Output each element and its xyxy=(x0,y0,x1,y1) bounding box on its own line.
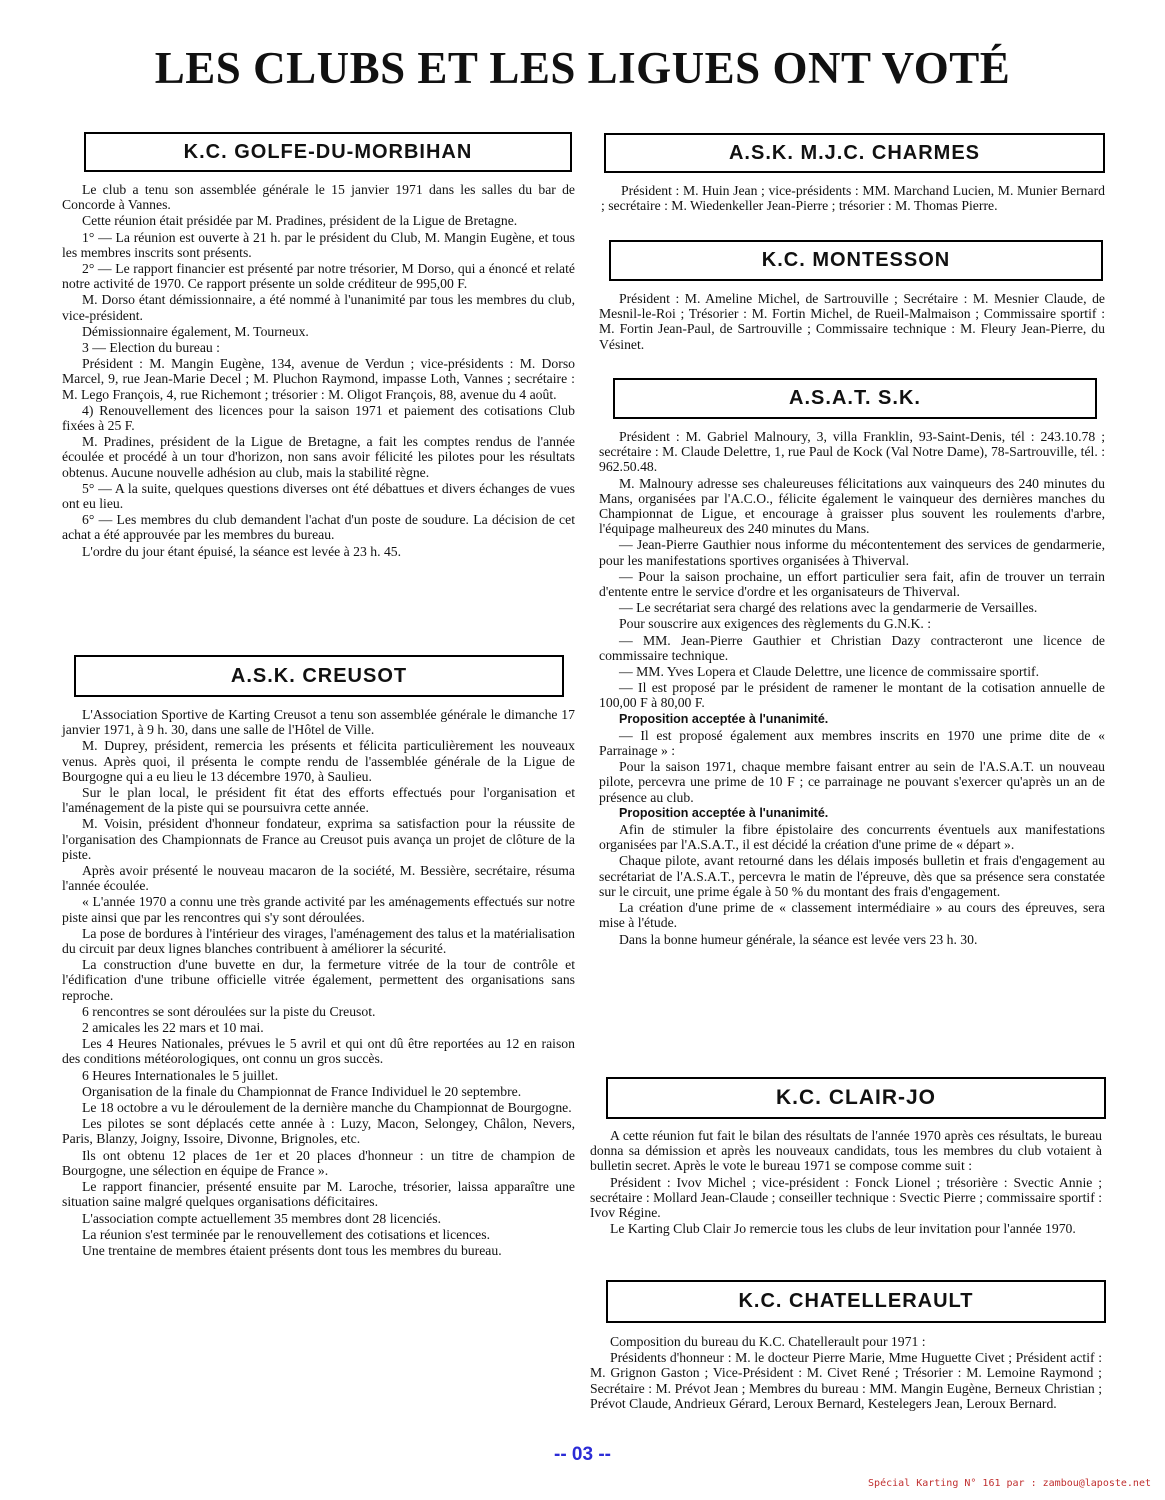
article-ask-creusot xyxy=(62,707,575,1259)
paragraph: Cette réunion était présidée par M. Pradines, président de la Ligue de Bretagne. xyxy=(82,213,518,229)
paragraph: Le club a tenu son assemblée générale le 15 janvier 1971 dans les salles du bar de Concorde à Vannes. xyxy=(62,182,575,213)
paragraph: — MM. Jean-Pierre Gauthier et Christian Dazy contracteront une licence de commissaire technique. xyxy=(599,632,1105,663)
article-ask-mjc-charmes xyxy=(601,183,1105,214)
paragraph: 6 Heures Internationales le 5 juillet. xyxy=(82,1067,279,1083)
paragraph: 6° — Les membres du club demandent l'achat d'un poste de soudure. La décision de cet achat a été approuvée par les membres du bureau. xyxy=(62,512,575,543)
paragraph: M. Pradines, président de la Ligue de Bretagne, a fait les comptes rendus de l'année écoulée et procédé à un tour d'horizon, non sans avoir félicité les pilotes pour les résultats obtenus. Aucune nouvelle adhésion au club, mais la stabilité règne. xyxy=(62,434,575,480)
paragraph: Les 4 Heures Nationales, prévues le 5 avril et qui ont dû être reportées au 12 en raison des conditions météorologiques, ont connu un gros succès. xyxy=(62,1036,575,1067)
heading-ask-mjc-charmes: A.S.K. M.J.C. CHARMES xyxy=(604,133,1105,173)
paragraph: Le rapport financier, présenté ensuite par M. Laroche, trésorier, laissa apparaître une situation saine malgré quelques organisations déficitaires. xyxy=(62,1179,575,1210)
paragraph: — MM. Yves Lopera et Claude Delettre, une licence de commissaire sportif. xyxy=(619,664,1040,680)
paragraph-bold: Proposition acceptée à l'unanimité. xyxy=(619,805,829,820)
paragraph: « L'année 1970 a connu une très grande activité par les aménagements effectués sur notre piste ainsi que par les rencontres qui s'y sont déroulées. xyxy=(62,894,575,925)
paragraph: — Il est proposé également aux membres inscrits en 1970 une prime dite de « Parrainage » : xyxy=(599,727,1105,759)
paragraph: Les pilotes se sont déplacés cette année à : Luzy, Macon, Selongey, Châlon, Nevers, Paris, Blanzy, Joigny, Issoire, Divonne, Brignoles, etc. xyxy=(62,1116,575,1147)
paragraph: Le 18 octobre a vu le déroulement de la dernière manche du Championnat de Bourgogne. xyxy=(82,1100,572,1116)
heading-kc-clair-jo: K.C. CLAIR-JO xyxy=(606,1077,1106,1119)
paragraph: — Le secrétariat sera chargé des relations avec la gendarmerie de Versailles. xyxy=(619,600,1038,616)
paragraph: 5° — A la suite, quelques questions diverses ont été débattues et divers échanges de vues ont eu lieu. xyxy=(62,480,575,512)
paragraph: Pour souscrire aux exigences des règlements du G.N.K. : xyxy=(619,616,932,632)
paragraph: La création d'une prime de « classement intermédiaire » au cours des épreuves, sera mise à l'étude. xyxy=(599,900,1105,931)
paragraph: Afin de stimuler la fibre épistolaire des concurrents éventuels aux manifestations organisées par l'A.S.A.T., il est décidé la création d'une prime de « départ ». xyxy=(599,822,1105,853)
paragraph: L'ordre du jour étant épuisé, la séance est levée à 23 h. 45. xyxy=(82,543,402,559)
heading-kc-chatellerault: K.C. CHATELLERAULT xyxy=(606,1280,1106,1323)
page-title: LES CLUBS ET LES LIGUES ONT VOTÉ xyxy=(154,43,1011,93)
paragraph: Président : Ivov Michel ; vice-président : Fonck Lionel ; trésorière : Svectic Annie ; secrétaire : Mollard Jean-Claude ; conseiller technique : Svectic Pierre ; commissaire sportif : Ivov Régine. xyxy=(590,1174,1102,1221)
paragraph: A cette réunion fut fait le bilan des résultats de l'année 1970 après ces résultats, le bureau donna sa démission et après les nouveaux candidats, tous les membres du club votaient à bulletin secret. Après le vote le bureau 1971 se compose comme suit : xyxy=(590,1128,1102,1174)
heading-asat-sk: A.S.A.T. S.K. xyxy=(613,378,1097,419)
paragraph: M. Malnoury adresse ses chaleureuses félicitations aux vainqueurs des 240 minutes du Mans, organisées par l'A.C.O., félicite également le vainqueur des dernières manches du Championnat de Ligue, et encourage à graisser plus souvent les roulements d'arbre, l'équipage malheureux des 240 minutes du Mans. xyxy=(599,475,1105,537)
paragraph: Le Karting Club Clair Jo remercie tous les clubs de leur invitation pour l'année 1970. xyxy=(610,1221,1076,1237)
paragraph: M. Duprey, président, remercia les présents et félicita particulièrement les nouveaux venus. Après quoi, il présenta le compte rendu de l'assemblée générale de la Ligue de Bourgogne qui a eu lieu le 13 décembre 1970, à Saulieu. xyxy=(62,738,575,784)
paragraph: Président : M. Gabriel Malnoury, 3, villa Franklin, 93-Saint-Denis, tél : 243.10.78 ; secrétaire : M. Claude Delettre, 1, rue Paul de Kock (Val Notre Dame), 78-Sartrouville, tél. : 962.50.48. xyxy=(599,429,1105,475)
paragraph: Sur le plan local, le président fit état des efforts effectués pour l'organisation et l'aménagement de la piste qui se poursuivra cette année. xyxy=(62,785,575,816)
paragraph: Président : M. Mangin Eugène, 134, avenue de Verdun ; vice-présidents : M. Dorso Marcel, 9, rue Jean-Marie Decel ; M. Pluchon Raymond, impasse Loth, Vannes ; secrétaire : M. Lego François, 4, rue Richemont ; trésorier : M. Oligot François, 88, avenue du 4 août. xyxy=(62,356,575,402)
article-golfe-du-morbihan xyxy=(62,182,575,560)
paragraph: L'association compte actuellement 35 membres dont 28 licenciés. xyxy=(82,1210,441,1226)
paragraph: — Jean-Pierre Gauthier nous informe du mécontentement des services de gendarmerie, pour les manifestations sportives organisées à Thiverval. xyxy=(599,537,1105,568)
paragraph: La construction d'une buvette en dur, la fermeture vitrée de la tour de contrôle et l'édification d'une tribune officielle vitrée également, permettent des organisations sans reproche. xyxy=(62,957,575,1003)
paragraph: Après avoir présenté le nouveau macaron de la société, M. Bessière, secrétaire, résuma l'année écoulée. xyxy=(62,863,575,894)
paragraph: — Pour la saison prochaine, un effort particulier sera fait, afin de trouver un terrain d'entente entre le service d'ordre et les organisateurs de Thiverval. xyxy=(599,568,1105,600)
paragraph: M. Voisin, président d'honneur fondateur, exprima sa satisfaction pour la réussite de l'organisation des Championnats de France au Creusot puis avança un projet de clôture de la piste. xyxy=(62,816,575,862)
paragraph: M. Dorso étant démissionnaire, a été nommé à l'unanimité par tous les membres du club, vice-président. xyxy=(62,292,575,323)
paragraph: Présidents d'honneur : M. le docteur Pierre Marie, Mme Huguette Civet ; Président actif : M. Grignon Gaston ; Vice-Président : M. Civet René ; Trésorier : M. Lemoine Raymond ; Secrétaire : M. Prévot Jean ; Membres du bureau : MM. Mangin Eugène, Berneux Christian ; Prévot Claude, Andrieux Gérard, Leroux Bernard, Kestelegers Jean, Leroux Bernard. xyxy=(590,1350,1102,1411)
paragraph: Démissionnaire également, M. Tourneux. xyxy=(82,323,309,339)
paragraph: La réunion s'est terminée par le renouvellement des cotisations et licences. xyxy=(82,1226,490,1242)
article-kc-chatellerault xyxy=(590,1334,1102,1412)
paragraph: Pour la saison 1971, chaque membre faisant entrer au sein de l'A.S.A.T. un nouveau pilote, percevra une prime de 10 F ; ce parrainage ne pouvant s'exercer qu'après un an de présence au club. xyxy=(599,759,1105,805)
paragraph: La pose de bordures à l'intérieur des virages, l'aménagement des talus et la matérialisation du circuit par deux lignes blanches contribuent à améliorer la sécurité. xyxy=(62,925,575,957)
paragraph: Président : M. Ameline Michel, de Sartrouville ; Secrétaire : M. Mesnier Claude, de Mesnil-le-Roi ; Trésorier : M. Fortin Michel, de Rueil-Malmaison ; Commissaire sportif : M. Fortin Jean-Paul, de Sartrouville ; Commissaire technique : M. Fleury Jean-Pierre, du Vésinet. xyxy=(599,291,1105,352)
paragraph: Organisation de la finale du Championnat de France Individuel le 20 septembre. xyxy=(82,1083,522,1099)
paragraph: 4) Renouvellement des licences pour la saison 1971 et paiement des cotisations Club fixées à 25 F. xyxy=(62,402,575,434)
page-number: -- 03 -- xyxy=(554,1444,611,1465)
paragraph-bold: Proposition acceptée à l'unanimité. xyxy=(619,711,829,726)
paragraph: — Il est proposé par le président de ramener le montant de la cotisation annuelle de 100,00 F à 80,00 F. xyxy=(599,680,1105,711)
paragraph: L'Association Sportive de Karting Creusot a tenu son assemblée générale le dimanche 17 janvier 1971, à 9 h. 30, dans une salle de l'Hôtel de Ville. xyxy=(62,707,575,738)
heading-golfe-du-morbihan: K.C. GOLFE-DU-MORBIHAN xyxy=(84,132,572,172)
article-kc-montesson xyxy=(599,291,1105,353)
paragraph: 2 amicales les 22 mars et 10 mai. xyxy=(82,1020,264,1036)
paragraph: Chaque pilote, avant retourné dans les délais imposés bulletin et frais d'engagement au secrétariat de l'A.S.A.T., percevra le matin de l'épreuve, dès que sa présence sera constatée sur le circuit, une prime égale à 50 % du montant des frais d'engagement. xyxy=(599,853,1105,899)
paragraph: 3 — Election du bureau : xyxy=(82,340,220,356)
paragraph: Une trentaine de membres étaient présents dont tous les membres du bureau. xyxy=(82,1242,502,1258)
paragraph: 1° — La réunion est ouverte à 21 h. par le président du Club, M. Mangin Eugène, et tous les membres inscrits sont présents. xyxy=(62,229,575,260)
heading-ask-creusot: A.S.K. CREUSOT xyxy=(74,655,564,697)
heading-kc-montesson: K.C. MONTESSON xyxy=(609,240,1103,281)
paragraph: 2° — Le rapport financier est présenté par notre trésorier, M Dorso, qui a énoncé et relaté notre activité de 1970. Ce rapport présente un solde créditeur de 995,00 F. xyxy=(62,261,575,292)
paragraph: 6 rencontres se sont déroulées sur la piste du Creusot. xyxy=(82,1003,376,1019)
article-asat-sk xyxy=(599,429,1105,948)
paragraph: Dans la bonne humeur générale, la séance est levée vers 23 h. 30. xyxy=(619,931,978,947)
article-kc-clair-jo xyxy=(590,1128,1102,1237)
footer-credit: Spécial Karting N° 161 par : zambou@laposte.net xyxy=(868,1478,1151,1489)
paragraph: Ils ont obtenu 12 places de 1er et 20 places d'honneur : un titre de champion de Bourgogne, une sélection en équipe de France ». xyxy=(62,1147,575,1178)
paragraph: Président : M. Huin Jean ; vice-présidents : MM. Marchand Lucien, M. Munier Bernard ; secrétaire : M. Wiedenkeller Jean-Pierre ; trésorier : M. Thomas Pierre. xyxy=(601,183,1105,214)
paragraph: Composition du bureau du K.C. Chatellerault pour 1971 : xyxy=(610,1334,926,1349)
